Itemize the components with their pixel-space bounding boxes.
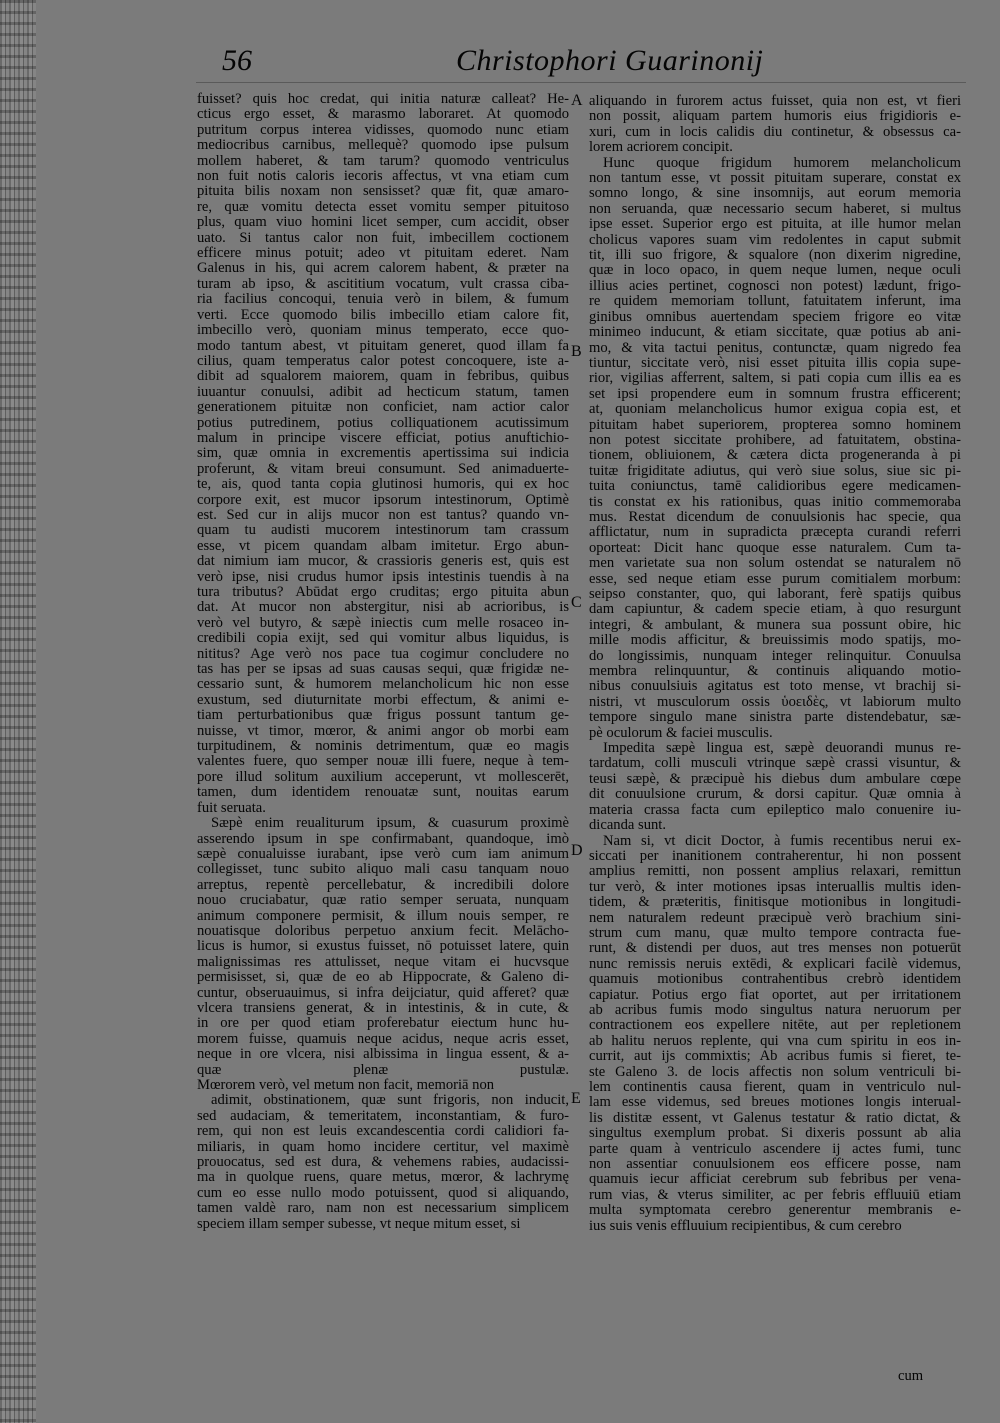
text-line: xuri, cum in locis calidis diu continetur, & obsessus ca-: [589, 124, 961, 140]
text-line: mediocribus carnibus, mellequè? quomodo ipse pulsum: [197, 138, 569, 154]
text-line: dit conuulsione crurum, & dorsi capitur. Quæ omnia à: [589, 787, 961, 803]
text-line: nunc remissis neruis extēdi, & explicari facilè videmus,: [589, 956, 961, 972]
text-line: efficere minus potuit; adeo vt pituitam ederet. Nam: [197, 246, 569, 262]
text-line: materia crassa facta cum epileptico malo conuenire iu-: [589, 802, 961, 818]
text-line: generationem pituitæ non conficiet, nam actior calor: [197, 400, 569, 416]
text-line: non assentiar conuulsionem eos efficere posse, nam: [589, 1157, 961, 1173]
text-line: currit, aut ijs commixtis; Ab acribus fumis si fieret, te-: [589, 1049, 961, 1065]
text-line: sed audaciam, & temeritatem, inconstantiam, & furo-: [197, 1108, 569, 1124]
text-line: potius putredinem, potius colliquationem acutissimum: [197, 415, 569, 431]
text-line: afflictatur, num in supradicta præcepta curandi referri: [589, 525, 961, 541]
text-line: credibili copia exijt, sed qui vomitur albus liquidus, is: [197, 631, 569, 647]
text-line: iuuantur conuulsi, adibit ad hecticum statum, tamen: [197, 384, 569, 400]
text-line: malum in principe viscere efficiat, potius anuftichio-: [197, 430, 569, 446]
text-line: rior, vigilias afferrent, saltem, si pati copia cum illis ea es: [589, 371, 961, 387]
text-line: rum vias, & vterus similiter, ac per febris effluuiū etiam: [589, 1187, 961, 1203]
text-line: ab acribus fumis modo singultus natura neruorum per: [589, 1002, 961, 1018]
text-line: set ipsi propendere eum in somnum frustra efficerent;: [589, 386, 961, 402]
text-line: mus. Restat dicendum de conuulsionis hac specie, qua: [589, 509, 961, 525]
text-line: permisisset, si, quæ de eo ab Hippocrate, & Galeno di-: [197, 970, 569, 986]
text-line: esse, sed neque etiam esse purum comitialem morbum:: [589, 571, 961, 587]
text-line: ma in quolque ruens, quare metus, mœror, & lachrymę: [197, 1170, 569, 1186]
header-rule: [196, 82, 966, 83]
text-line: plus, quam viuo homini licet semper, cum accidit, obser: [197, 215, 569, 231]
text-line: tas has per se ipsas ad suas causas sequi, quæ frigidæ ne-: [197, 662, 569, 678]
text-line: malignissimas res attulisset, neque vitam ei hucvsque: [197, 954, 569, 970]
page-number: 56: [222, 44, 252, 77]
text-line: morem fuisse, quamuis neque acidus, neque acris esset,: [197, 1031, 569, 1047]
text-line: cuntur, obseruauimus, si infra deijciatur, quid afferet? quæ: [197, 985, 569, 1001]
text-line: tuita coniunctus, tamē calidioribus egere medicamen-: [589, 479, 961, 495]
text-line: multa symptomata cerebro generentur membranis e-: [589, 1203, 961, 1219]
text-line: nuisse, vt timor, mœror, & animi angor ob morbi eam: [197, 723, 569, 739]
text-line: verò vel butyro, & sæpè iniectis cum melle rosaceo in-: [197, 615, 569, 631]
margin-marker-a: A: [571, 92, 583, 109]
text-line: licus is humor, si exustus fuisset, nō potuisset latere, quin: [197, 939, 569, 955]
text-line: aliquando in furorem actus fuisset, quia non est, vt fieri: [589, 94, 961, 109]
text-line: singultus exemplum probat. Si dixeris possunt ab alia: [589, 1126, 961, 1142]
text-line: siccati per inanitionem contraherentur, hi non possent: [589, 848, 961, 864]
text-line: Impedita sæpè lingua est, sæpè deuorandi munus re-: [603, 741, 961, 757]
text-line: nem naturalem redeunt præcipuè verò brachium sini-: [589, 910, 961, 926]
text-line: vlcera transiens generat, & in intestinis, & in cute, &: [197, 1000, 569, 1016]
text-line: dat. At mucor non abstergitur, nisi ab acrioribus, is: [197, 600, 569, 616]
text-line: animum componere permisit, & illum nouis semper, re: [197, 908, 569, 924]
text-line: nouatisque doloribus perpetuo anxium fecit. Melācho-: [197, 923, 569, 939]
text-line: cessario sunt, & humorem melancholicum hic non esse: [197, 677, 569, 693]
text-line: collegisset, tunc subito aliquo mali casu tanquam nouo: [197, 862, 569, 878]
text-line: adimit, obstinationem, quæ sunt frigoris, non inducit,: [211, 1093, 569, 1109]
text-line: somno longo, & sine insomnijs, aut eorum memoria: [589, 186, 961, 202]
text-line: ste Galeno 3. de locis affectis non solum ventriculi bi-: [589, 1064, 961, 1080]
text-line: mille modis afficitur, & breuissimis modo spatijs, mo-: [589, 633, 961, 649]
text-line: tardatum, colli musculi vtrinque sæpè crassi visuntur, &: [589, 756, 961, 772]
text-line: re quidem memoriam tollunt, fatuitatem inferunt, ima: [589, 294, 961, 310]
binding-gutter: [0, 0, 36, 1423]
text-line: ginibus omnibus auertendam speciem frigore eo vitæ: [589, 309, 961, 325]
text-line: turam ab ipso, & ascititium vocatum, vult crassa ciba-: [197, 276, 569, 292]
text-line: Nam si, vt dicit Doctor, à fumis recentibus nerui ex-: [603, 833, 961, 849]
text-line: tiam perturbationibus quæ frigus possunt tantum ge-: [197, 708, 569, 724]
text-line: esse, vt picem quandam albam imitetur. Ergo abun-: [197, 538, 569, 554]
text-line: cholicus vapores suam vim redolentes in caput submit: [589, 232, 961, 248]
text-line: quæ in loco opaco, in quem neque lumen, neque oculi: [589, 263, 961, 279]
text-line: seipso constanter, quo, qui laborant, ferè spatijs quibus: [589, 587, 961, 602]
text-line: at, quoniam melancholicus humor exigua copia est, et: [589, 402, 961, 418]
text-line: neque in ore vlcera, nisi albissima in lingua essent, & a-: [197, 1047, 569, 1063]
text-line: uato. Si tantus calor non fuit, imbecillem coctionem: [197, 230, 569, 246]
text-line: tuitæ frigiditate adiutus, qui verò siue solus, siue sic pi-: [589, 463, 961, 479]
text-line: illius acies pertinet, cognosci non potest) lædunt, frigo-: [589, 278, 961, 294]
text-line: nouo cruciabatur, quæ ratio semper seruata, nunquam: [197, 893, 569, 909]
text-line: non seruanda, quæ necessario secum haberet, si multus: [589, 201, 961, 217]
running-title: Christophori Guarinonij: [456, 44, 764, 77]
text-line: sæpè conualuisse iurabant, ipse verò cum iam animum: [197, 846, 569, 862]
text-line: integri, & ambulant, & munera sua possunt obire, hic: [589, 617, 961, 633]
text-line: Mœrorem verò, vel metum non facit, memoriā non: [197, 1078, 495, 1093]
text-line: ipse esset. Superior ergo est pituita, at ille humor melan: [589, 217, 961, 233]
text-line: tis constat ex his rationibus, quas initio commemoraba: [589, 494, 961, 510]
text-line: tiuntur, siccitate verò, nisi esset pituita illis copia supe-: [589, 355, 961, 371]
text-line: modo tantum abest, vt pituitam generet, quod illam fa: [197, 338, 569, 354]
text-line: men varietate sua non solum ostendat se naturalem nō: [589, 556, 961, 572]
margin-marker-e: E: [571, 1090, 581, 1107]
text-line: verti. Ecce quomodo bilis imbecillo etiam calore fit,: [197, 307, 569, 323]
text-line: do longissimis, nunquam integer relinquitur. Conuulsa: [589, 648, 961, 664]
text-line: re, quæ vomitu detecta esset vomitu semper pituitoso: [197, 199, 569, 215]
text-line: dicanda sunt.: [589, 818, 667, 834]
text-line: tur verò, & inter motiones ipsas interuallis multis iden-: [589, 879, 961, 895]
text-line: pituita bilis noxam non sensisset? quæ fit, quæ amaro-: [197, 184, 569, 200]
text-line: imbecillo verò, quoniam minus temperato, ecce quo-: [197, 323, 569, 339]
text-line: cilius, quam temperatus calor potest concoquere, iste a-: [197, 353, 569, 369]
left-text-column: [197, 92, 569, 1232]
text-line: sim, quæ omnia in excrementis apertissima sui indicia: [197, 446, 569, 462]
text-line: capiatur. Potius ergo fiat oportet, aut per irritationem: [589, 987, 961, 1003]
text-line: proferunt, & vitam breui consumunt. Sed animaduerte-: [197, 461, 569, 477]
text-line: cum eo esse nullo modo potuissent, quod si aliquando,: [197, 1185, 569, 1201]
text-line: speciem illam semper subesse, vt neque mitum esset, si: [197, 1216, 521, 1232]
text-line: non potest siccitate prohibere, ad fatuitatem, obstina-: [589, 432, 961, 448]
text-line: non tantum esse, vt possit pituitam superare, constat ex: [589, 171, 961, 187]
text-line: non possit, aliquam partem humoris eius frigidioris e-: [589, 109, 961, 125]
text-line: parte quam à ventriculo ascendere ij actes fumi, tunc: [589, 1141, 961, 1157]
text-line: minimeo inducunt, & etiam siccitate, quæ potius ab ani-: [589, 325, 961, 341]
text-line: asserendo ipsum in spe confirmabant, quandoque, imò: [197, 831, 569, 847]
text-line: exustum, sed diuturnitate morbi effectum, & animi e-: [197, 692, 569, 708]
text-line: tamen, dum identidem renouatæ sunt, nouitas earum: [197, 785, 569, 801]
text-line: pituitam habet superiorem, propterea somno hominem: [589, 417, 961, 433]
text-line: cticus ergo esset, & marasmo laboraret. At quomodo: [197, 107, 569, 123]
text-line: turpitudinem, & nominis detrimentum, quæ eo magis: [197, 739, 569, 755]
text-line: pore illud solitum auxilium acceperunt, vt mollescerēt,: [197, 769, 569, 785]
text-line: dat nimium iam mucor, & crassioris generis est, quis est: [197, 554, 569, 570]
text-line: non fuit notis caloris iecoris affectus, vt vna etiam cum: [197, 169, 569, 185]
text-line: Galenus in his, qui acrem calorem habent, & præter na: [197, 261, 569, 277]
text-line: tura tributus? Abūdat ergo cruditas; ergo pituita abun: [197, 585, 569, 600]
text-line: fuit seruata.: [197, 800, 266, 816]
text-line: membra relinquuntur, & continuis aliquando motio-: [589, 664, 961, 680]
text-line: te, ais, quod tanta copia glutinosi humoris, qui ex hoc: [197, 477, 569, 493]
right-text-column: [589, 94, 961, 1234]
text-line: in ore per quod etiam proferebatur eiectum hunc hu-: [197, 1016, 569, 1032]
text-line: pè oculorum & faciei musculis.: [589, 725, 773, 741]
text-line: nititus? Age verò nos pace tua cogimur concludere no: [197, 646, 569, 662]
text-line: valentes fuere, quo semper nouæ illi fuere, neque à tem-: [197, 754, 569, 770]
text-line: tionem, obliuionem, & cætera dicta progeneranda à pi: [589, 448, 961, 464]
text-line: lam esse videmus, sed breues motiones longis interual-: [589, 1095, 961, 1111]
catchword: cum: [898, 1368, 924, 1384]
text-line: contractionem eos expellere nitēte, aut per repletionem: [589, 1018, 961, 1034]
text-line: est. Sed cur in alijs mucor non est tantus? quando vn-: [197, 507, 569, 523]
text-line: Sæpè enim reualiturum ipsum, & cuasurum proximè: [211, 816, 569, 832]
text-line: fuisset? quis hoc credat, qui initia naturæ calleat? He-: [197, 92, 569, 107]
text-line: ria facilius concoqui, tenuia verò in bilem, & fumum: [197, 292, 569, 308]
text-line: Hunc quoque frigidum humorem melancholicum: [603, 155, 961, 171]
text-line: nibus conuulsiuis agitatus est toto mense, vt brachij si-: [589, 679, 961, 695]
text-line: putritum corpus interea vidisses, quomodo nunc etiam: [197, 122, 569, 138]
text-line: quamuis iecur afficiat cerebrum sub febribus per vena-: [589, 1172, 961, 1188]
text-line: teusi sæpè, & præcipuè his diebus dum ambulare cœpe: [589, 771, 961, 787]
text-line: tempore singulo mane sinistra parte distendebatur, sæ-: [589, 710, 961, 726]
text-line: ab halitu neruos replente, qui vna cum spiritu in eos in-: [589, 1033, 961, 1049]
text-line: quam tu audisti mucorem intestinorum tam crassum: [197, 523, 569, 539]
text-line: tamen valdè raro, nam non est necessarium simplicem: [197, 1201, 569, 1217]
text-line: strum cum manu, quæ multo tempore contracta fue-: [589, 925, 961, 941]
text-line: tidem, & præteritis, finitisque motionibus in longitudi-: [589, 895, 961, 911]
text-line: dibit ad squalorem maiorem, quam in febribus, quibus: [197, 369, 569, 385]
text-line: lorem acriorem concipit.: [589, 140, 733, 156]
margin-marker-c: C: [571, 594, 582, 611]
text-line: tit, illi suo frigore, & squalore (non dixerim nigredine,: [589, 248, 961, 264]
text-line: nistri, vt musculorum ossis ὑοειδὲς, vt labiorum multo: [589, 694, 961, 710]
text-line: mo, & vita tactui penitus, contunctæ, quam nigredo fea: [589, 340, 961, 356]
text-line: corpore exit, est mucor ipsorum intestinorum, Optimè: [197, 492, 569, 508]
text-line: lis distitæ essent, vt Galenus testatur & ratio dictat, &: [589, 1110, 961, 1126]
text-line: oporteat: Dicit hanc quoque esse naturalem. Cum ta-: [589, 540, 961, 556]
margin-marker-d: D: [571, 842, 583, 859]
text-line: mollem haberet, & tam tarum? quomodo ventriculus: [197, 153, 569, 169]
text-line: lem continentis causa fierent, quam in ventriculo nul-: [589, 1080, 961, 1095]
text-line: runt, & distendi per duos, aut tres menses non potuerūt: [589, 941, 961, 957]
text-line: miliaris, in quam homo incidere certitur, vel maximè: [197, 1139, 569, 1155]
text-line: verò ipse, nisi crudus humor ipsis intestinis tuendis à na: [197, 569, 569, 585]
text-line: rem, qui non est leuis excandescentia cordi calidiori fa-: [197, 1124, 569, 1140]
text-line: prouocatus, sed est dura, & vehemens rabies, audacissi-: [197, 1155, 569, 1171]
text-line: amplius remitti, non possent amplius relaxari, remittun: [589, 864, 961, 880]
text-line: dam capiuntur, & cadem specie etiam, à quo resurgunt: [589, 602, 961, 618]
text-line: arreptus, repentè percellebatur, & incredibili dolore: [197, 877, 569, 893]
text-line: ius suis venis effluuium recipientibus, & cum cerebro: [589, 1218, 902, 1234]
text-line: quæ plenæ pustulæ.: [197, 1062, 569, 1078]
margin-marker-b: B: [571, 343, 582, 360]
text-line: quamuis motionibus contrahentibus crebrò identidem: [589, 972, 961, 988]
